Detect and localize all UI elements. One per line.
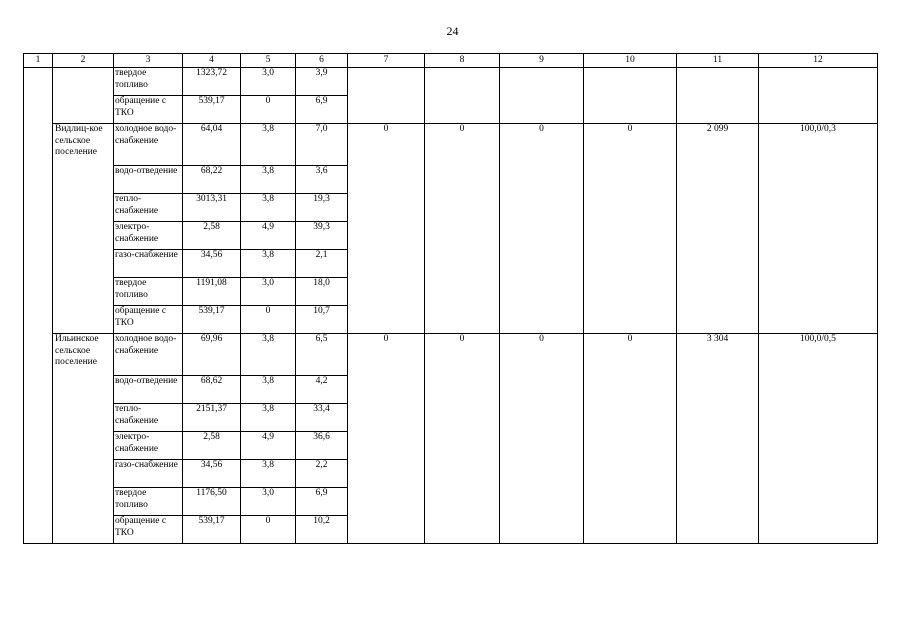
value-cell [500, 68, 584, 124]
value-cell: 539,17 [183, 306, 241, 334]
value-cell: 539,17 [183, 516, 241, 544]
value-cell: 3,8 [241, 250, 296, 278]
value-cell: 3,9 [296, 68, 348, 96]
value-cell: 0 [500, 124, 584, 334]
col1-cell [24, 68, 53, 544]
value-cell: 39,3 [296, 222, 348, 250]
value-cell: 100,0/0,5 [759, 334, 878, 544]
value-cell [348, 68, 425, 124]
value-cell: 1191,08 [183, 278, 241, 306]
header-col-1: 1 [24, 54, 53, 68]
value-cell: 64,04 [183, 124, 241, 166]
value-cell: 2151,37 [183, 404, 241, 432]
value-cell: 4,9 [241, 222, 296, 250]
value-cell: 69,96 [183, 334, 241, 376]
value-cell: 0 [425, 124, 500, 334]
header-col-12: 12 [759, 54, 878, 68]
value-cell: 2,1 [296, 250, 348, 278]
header-row [24, 54, 878, 68]
value-cell: 2,2 [296, 460, 348, 488]
header-col-5: 5 [241, 54, 296, 68]
value-cell [584, 68, 677, 124]
value-cell: 0 [584, 124, 677, 334]
value-cell: 3,8 [241, 376, 296, 404]
header-col-3: 3 [114, 54, 183, 68]
service-cell: водо-отведение [114, 376, 183, 404]
service-cell: газо-снабжение [114, 460, 183, 488]
service-cell: газо-снабжение [114, 250, 183, 278]
table-body [24, 68, 878, 544]
value-cell: 68,22 [183, 166, 241, 194]
service-cell: холодное водо-снабжение [114, 334, 183, 376]
value-cell: 4,2 [296, 376, 348, 404]
header-col-6: 6 [296, 54, 348, 68]
value-cell: 0 [241, 516, 296, 544]
value-cell: 0 [348, 124, 425, 334]
value-cell: 3,8 [241, 334, 296, 376]
service-cell: тепло-снабжение [114, 404, 183, 432]
value-cell: 3,8 [241, 166, 296, 194]
value-cell: 10,2 [296, 516, 348, 544]
header-col-7: 7 [348, 54, 425, 68]
header-col-10: 10 [584, 54, 677, 68]
service-cell: электро-снабжение [114, 222, 183, 250]
value-cell: 6,9 [296, 96, 348, 124]
value-cell: 0 [584, 334, 677, 544]
value-cell [677, 68, 759, 124]
value-cell: 33,4 [296, 404, 348, 432]
header-col-9: 9 [500, 54, 584, 68]
page-number: 24 [446, 24, 459, 38]
value-cell: 2,58 [183, 222, 241, 250]
value-cell: 3,0 [241, 68, 296, 96]
value-cell: 7,0 [296, 124, 348, 166]
value-cell: 1323,72 [183, 68, 241, 96]
value-cell: 10,7 [296, 306, 348, 334]
value-cell: 18,0 [296, 278, 348, 306]
value-cell: 3 304 [677, 334, 759, 544]
value-cell: 3,6 [296, 166, 348, 194]
value-cell: 3,8 [241, 124, 296, 166]
value-cell: 0 [500, 334, 584, 544]
value-cell: 3,8 [241, 460, 296, 488]
value-cell: 6,9 [296, 488, 348, 516]
value-cell: 3,8 [241, 194, 296, 222]
value-cell: 6,5 [296, 334, 348, 376]
header-col-2: 2 [53, 54, 114, 68]
table-row [24, 334, 878, 376]
table-row [24, 124, 878, 166]
table-row [24, 68, 878, 96]
value-cell: 0 [348, 334, 425, 544]
value-cell: 34,56 [183, 460, 241, 488]
value-cell [425, 68, 500, 124]
service-cell: твердое топливо [114, 488, 183, 516]
tariff-table [23, 53, 878, 544]
value-cell: 4,9 [241, 432, 296, 460]
settlement-name: Ильинское сельское поселение [53, 334, 114, 544]
header-col-4: 4 [183, 54, 241, 68]
service-cell: водо-отведение [114, 166, 183, 194]
table-header [24, 54, 878, 68]
service-cell: твердое топливо [114, 68, 183, 96]
value-cell: 2 099 [677, 124, 759, 334]
value-cell: 2,58 [183, 432, 241, 460]
service-cell: обращение с ТКО [114, 96, 183, 124]
settlement-cell [53, 68, 114, 124]
value-cell: 1176,50 [183, 488, 241, 516]
value-cell: 36,6 [296, 432, 348, 460]
value-cell: 3,8 [241, 404, 296, 432]
value-cell [759, 68, 878, 124]
header-col-11: 11 [677, 54, 759, 68]
value-cell: 0 [241, 306, 296, 334]
service-cell: тепло-снабжение [114, 194, 183, 222]
value-cell: 100,0/0,3 [759, 124, 878, 334]
settlement-name: Видлиц-кое сельское поселение [53, 124, 114, 334]
service-cell: обращение с ТКО [114, 306, 183, 334]
value-cell: 3013,31 [183, 194, 241, 222]
service-cell: холодное водо-снабжение [114, 124, 183, 166]
service-cell: электро-снабжение [114, 432, 183, 460]
value-cell: 19,3 [296, 194, 348, 222]
value-cell: 68,62 [183, 376, 241, 404]
value-cell: 0 [241, 96, 296, 124]
value-cell: 34,56 [183, 250, 241, 278]
value-cell: 3,0 [241, 488, 296, 516]
service-cell: обращение с ТКО [114, 516, 183, 544]
value-cell: 0 [425, 334, 500, 544]
value-cell: 3,0 [241, 278, 296, 306]
value-cell: 539,17 [183, 96, 241, 124]
service-cell: твердое топливо [114, 278, 183, 306]
header-col-8: 8 [425, 54, 500, 68]
